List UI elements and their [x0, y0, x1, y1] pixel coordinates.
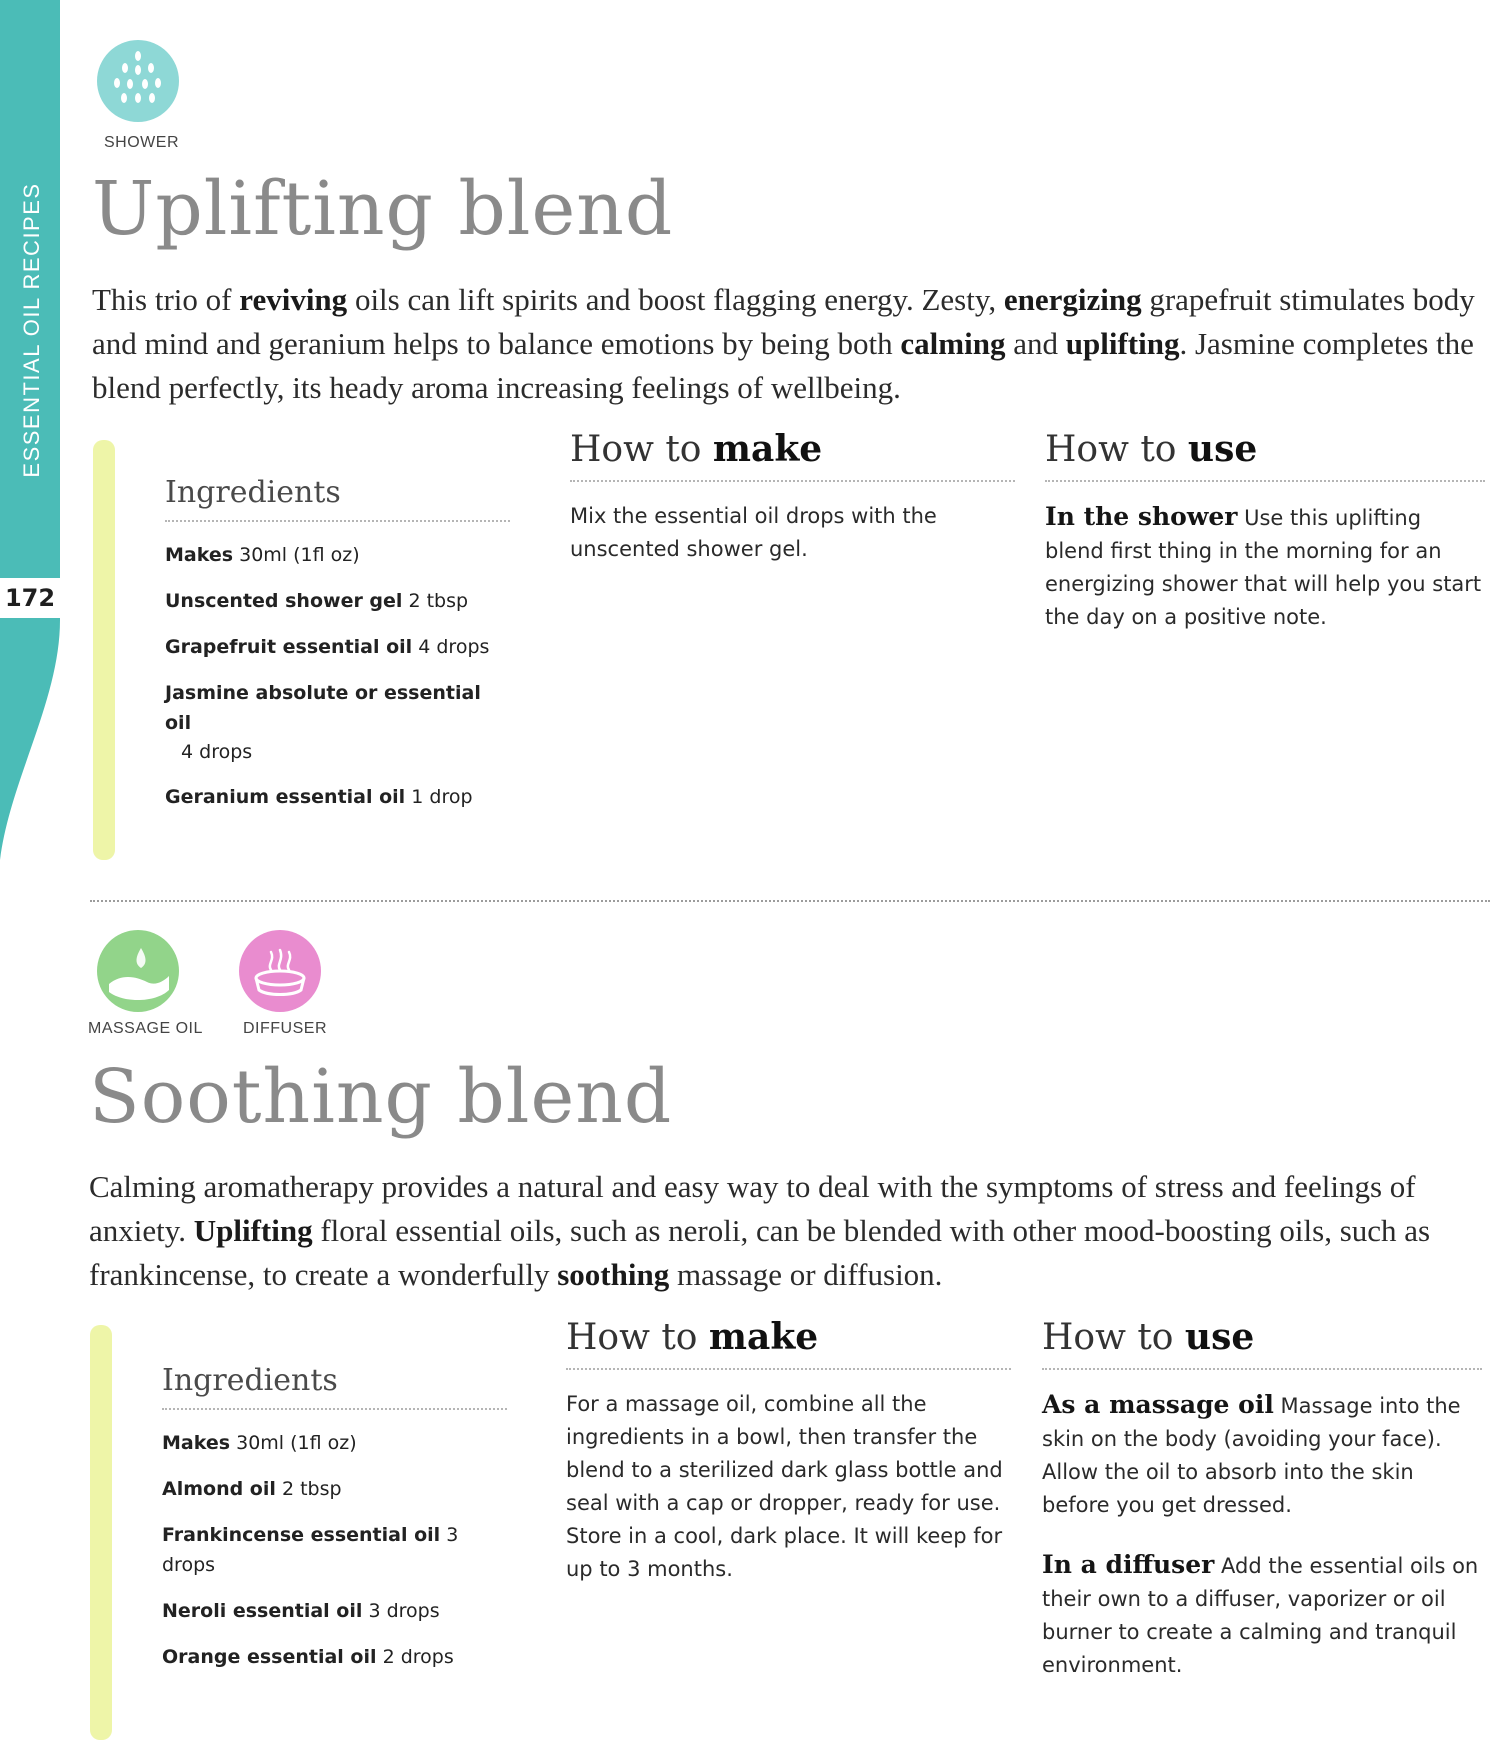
list-item: Orange essential oil 2 drops	[162, 1646, 454, 1668]
how-to-make-panel	[566, 1316, 1011, 1586]
section-label: ESSENTIAL OIL RECIPES	[19, 182, 44, 478]
recipe-title: Uplifting blend	[92, 166, 674, 252]
list-item: Geranium essential oil 1 drop	[165, 786, 473, 808]
diffuser-icon	[237, 928, 323, 1014]
how-to-make-heading: How to make	[566, 1316, 819, 1358]
list-item: Almond oil 2 tbsp	[162, 1478, 342, 1500]
recipe-intro: This trio of reviving oils can lift spirits and boost flagging energy. Zesty, energizing grapefruit stimulates body and mind and geranium helps to balance emotions by being both calming and uplifting. Jasmine completes the blend perfectly, its heady aroma increasing feelings of wellbeing.	[92, 282, 1475, 405]
divider	[165, 520, 510, 522]
how-to-use-heading: How to use	[1045, 428, 1258, 470]
ingredients-list	[165, 540, 510, 812]
divider	[566, 1368, 1011, 1370]
list-item: Frankincense essential oil 3 drops	[162, 1524, 459, 1576]
list-item: Grapefruit essential oil 4 drops	[165, 636, 490, 658]
how-to-use-heading: How to use	[1042, 1316, 1255, 1358]
ingredients-heading: Ingredients	[162, 1363, 338, 1398]
highlight-bar	[90, 1325, 112, 1740]
list-item: Unscented shower gel 2 tbsp	[165, 590, 469, 612]
ingredients-heading: Ingredients	[165, 475, 341, 510]
page-number: 172	[0, 578, 60, 618]
how-to-make-text: For a massage oil, combine all the ingredients in a bowl, then transfer the blend to a sterilized dark glass bottle and seal with a cap or dropper, ready for use. Store in a cool, dark place. It will keep for up to 3 months.	[566, 1392, 1003, 1581]
highlight-bar	[93, 440, 115, 860]
list-item: Neroli essential oil 3 drops	[162, 1600, 440, 1622]
how-to-use-entry: In the shower Use this uplifting blend first thing in the morning for an energizing shower that will help you start the day on a positive note.	[1045, 502, 1482, 629]
recipe-intro: Calming aromatherapy provides a natural and easy way to deal with the symptoms of stress and feelings of anxiety. Uplifting floral essential oils, such as neroli, can be blended with other mood-boosting oils, such as frankincense, to create a wonderfully soothing massage or diffusion.	[89, 1169, 1431, 1292]
how-to-make-text: Mix the essential oil drops with the unscented shower gel.	[570, 504, 937, 561]
shower-icon	[95, 38, 181, 124]
how-to-use-entry: As a massage oil Massage into the skin on the body (avoiding your face). Allow the oil to absorb into the skin before you get dressed.	[1042, 1390, 1461, 1517]
how-to-make-heading: How to make	[570, 428, 823, 470]
massage-oil-icon-label: MASSAGE OIL	[88, 1020, 203, 1037]
section-divider	[90, 900, 1490, 902]
how-to-use-entry: In a diffuser Add the essential oils on their own to a diffuser, vaporizer or oil burner to create a calming and tranquil environment.	[1042, 1550, 1479, 1677]
list-item: Makes 30ml (1fl oz)	[165, 544, 360, 566]
ingredients-panel	[162, 1363, 507, 1688]
ingredients-list	[162, 1428, 507, 1672]
ingredients-panel	[165, 475, 510, 828]
how-to-use-panel	[1045, 428, 1485, 634]
divider	[570, 480, 1015, 482]
massage-oil-icon	[95, 928, 181, 1014]
divider	[1045, 480, 1485, 482]
divider	[1042, 1368, 1482, 1370]
shower-icon-label: SHOWER	[104, 134, 179, 151]
diffuser-icon-label: DIFFUSER	[243, 1020, 327, 1037]
divider	[162, 1408, 507, 1410]
list-item: Jasmine absolute or essential oil 4 drops	[165, 682, 481, 763]
how-to-use-panel	[1042, 1316, 1482, 1682]
how-to-make-panel	[570, 428, 1015, 566]
list-item: Makes 30ml (1fl oz)	[162, 1432, 357, 1454]
recipe-title: Soothing blend	[89, 1054, 673, 1140]
